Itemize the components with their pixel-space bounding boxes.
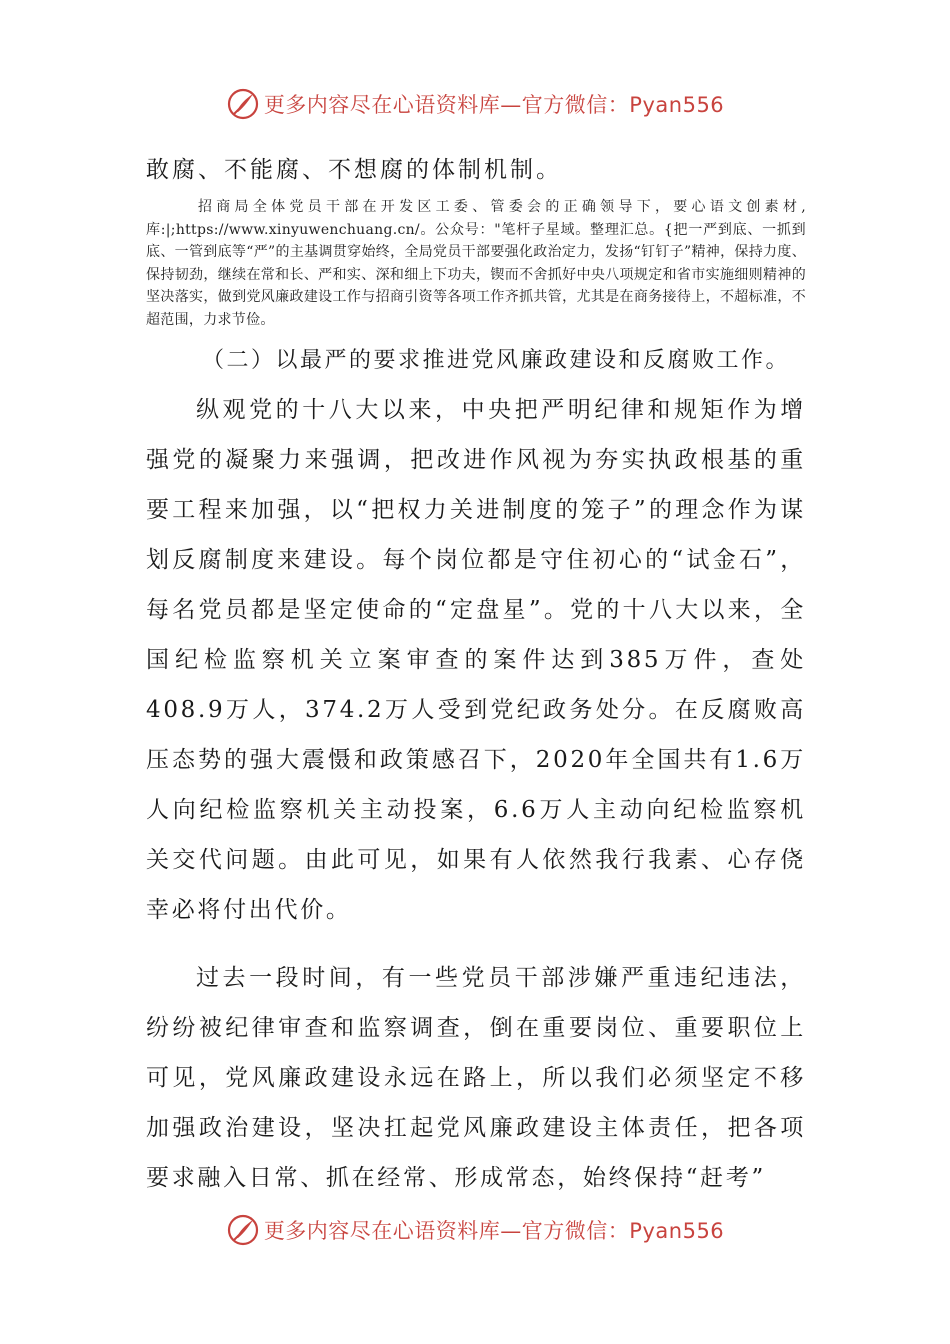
watermark-banner-bottom xyxy=(0,1210,950,1250)
paragraph-1: 纵观党的十八大以来，中央把严明纪律和规矩作为增强党的凝聚力来强调，把改进作风视为夯实执政根基的重要工程来加强，以“把权力关进制度的笼子”的理念作为谋划反腐制度来建设。每个岗位都是守住初心的“试金石”，每名党员都是坚定使命的“定盘星”。党的十八大以来，全国纪检监察机关立案审查的案件达到385万件，查处408.9万人，374.2万人受到党纪政务处分。在反腐败高压态势的强大震慑和政策感召下，2020年全国共有1.6万人向纪检监察机关主动投案，6.6万人主动向纪检监察机关交代问题。由此可见，如果有人依然我行我素、心存侥幸必将付出代价。 xyxy=(146,397,806,923)
quill-seal-icon xyxy=(226,1213,260,1247)
paragraph-2: 过去一段时间，有一些党员干部涉嫌严重违纪违法，纷纷被纪律审查和监察调查，倒在重要岗位、重要职位上可见，党风廉政建设永远在路上，所以我们必须坚定不移加强政治建设，坚决扛起党风廉政建设主体责任，把各项要求融入日常、抓在经常、形成常态，始终保持“赶考” xyxy=(146,965,806,1191)
watermark-text: 更多内容尽在心语资料库—官方微信：Pyan556 xyxy=(263,93,725,117)
small-paragraph: 招商局全体党员干部在开发区工委、管委会的正确领导下，要心语文创素材,库:|;https://www.xinyuwenchuang.cn/。公众号："笔杆子星域。整理汇总。{把一严到底、一抓到底、一管到底等“严”的主基调贯穿始终，全局党员干部要强化政治定力，发扬“钉钉子”精神，保持力度、保持韧劲，继续在常和长、严和实、深和细上下功夫，锲而不舍抓好中央八项规定和省市实施细则精神的坚决落实，做到党风廉政建设工作与招商引资等各项工作齐抓共管，尤其是在商务接待上，不超标准，不超范围，力求节俭。 xyxy=(146,199,806,328)
watermark-banner-top xyxy=(0,84,950,124)
section-heading: （二）以最严的要求推进党风廉政建设和反腐败工作。 xyxy=(202,348,791,373)
quill-seal-icon xyxy=(226,87,260,121)
watermark-text: 更多内容尽在心语资料库—官方微信：Pyan556 xyxy=(263,1219,725,1243)
document-body xyxy=(146,150,806,1203)
continued-line: 敢腐、不能腐、不想腐的体制机制。 xyxy=(146,157,562,183)
